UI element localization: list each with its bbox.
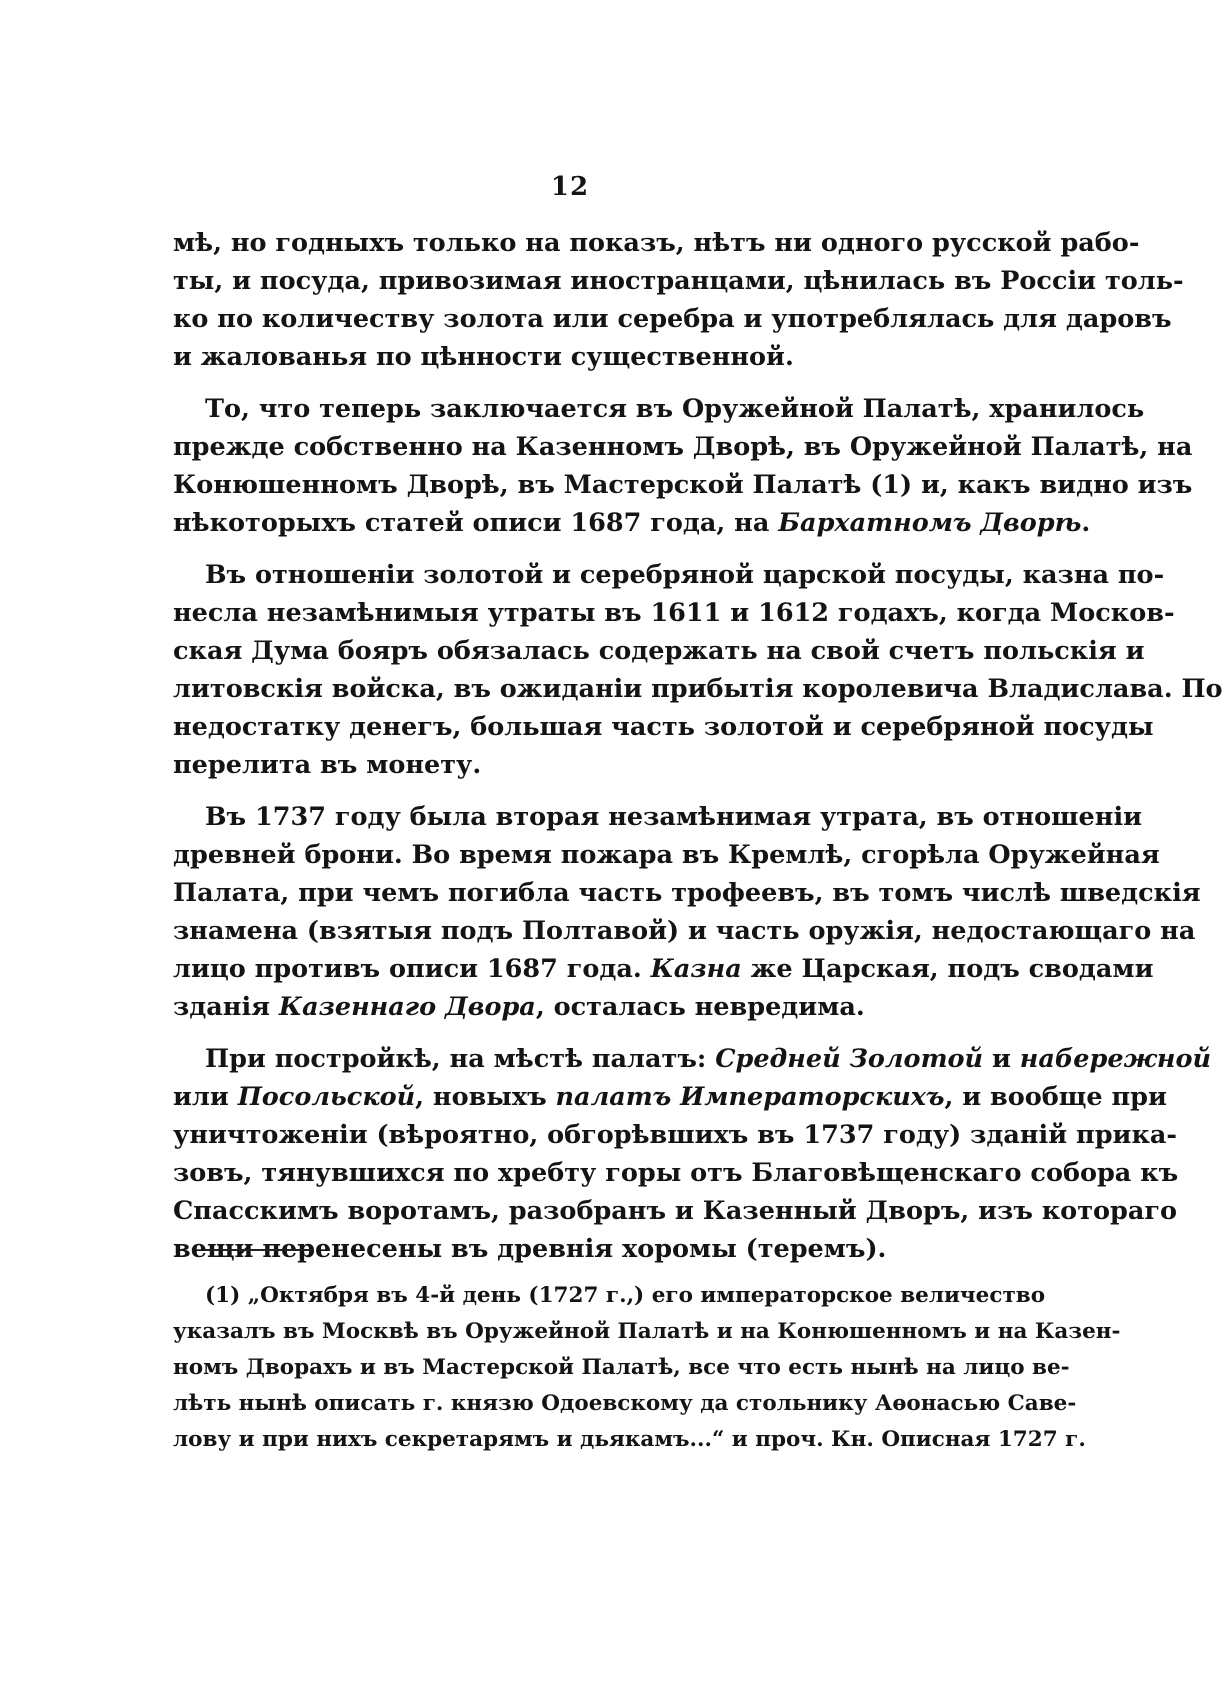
text-line — [173, 1040, 1212, 1078]
footnote-line — [173, 1422, 1086, 1458]
footnote — [173, 1278, 1121, 1458]
text-segment: лову и при нихъ секретарямъ и дьякамъ...“ и проч. Кн. Описная 1727 г. — [173, 1427, 1086, 1452]
text-line — [173, 746, 977, 784]
text-line — [173, 836, 1160, 874]
footnote-line — [173, 1350, 1070, 1386]
text-segment: , новыхъ — [415, 1082, 556, 1112]
italic-text: набережной — [1019, 1044, 1212, 1074]
paragraph-1 — [173, 224, 1184, 376]
text-line — [173, 798, 1143, 836]
text-segment: или — [173, 1082, 238, 1112]
footnote-divider — [205, 1249, 313, 1251]
text-line — [173, 670, 1223, 708]
text-segment: . — [1081, 508, 1091, 538]
text-segment: ты, и посуда, привозимая иностранцами, цѣнилась въ Россіи толь- — [173, 266, 1184, 296]
text-segment: перелита въ монету. — [173, 750, 482, 780]
text-segment: знамена (взятыя подъ Полтавой) и часть оружія, недостающаго на — [173, 916, 1196, 946]
text-segment: лѣть нынѣ описать г. князю Одоевскому да стольнику Аѳонасью Саве- — [173, 1391, 1077, 1416]
text-line — [173, 300, 1172, 338]
paragraph-3 — [173, 556, 1223, 784]
paragraph-4 — [173, 798, 1201, 1026]
text-segment: Въ 1737 году была вторая незамѣнимая утрата, въ отношеніи — [205, 802, 1143, 832]
text-line — [173, 912, 1196, 950]
text-segment: (1) „Октября въ 4-й день (1727 г.,) его императорское величество — [205, 1283, 1046, 1308]
text-segment: недостатку денегъ, большая часть золотой и серебряной посуды — [173, 712, 1154, 742]
text-segment: древней брони. Во время пожара въ Кремлѣ, сгорѣла Оружейная — [173, 840, 1160, 870]
text-line — [173, 224, 1140, 262]
text-segment: номъ Дворахъ и въ Мастерской Палатѣ, все что есть нынѣ на лицо ве- — [173, 1355, 1070, 1380]
text-segment: Палата, при чемъ погибла часть трофеевъ, въ томъ числѣ шведскія — [173, 878, 1201, 908]
text-segment: Конюшенномъ Дворѣ, въ Мастерской Палатѣ (1) и, какъ видно изъ — [173, 470, 1193, 500]
text-line — [173, 504, 1091, 542]
italic-text: Бархатномъ Дворѣ — [778, 508, 1082, 538]
italic-text: палатъ Императорскихъ — [555, 1082, 945, 1112]
italic-text: Средней Золотой — [715, 1044, 984, 1074]
paragraph-2 — [173, 390, 1193, 542]
text-segment: вещи перенесены въ древнія хоромы (теремъ). — [173, 1234, 887, 1264]
text-line — [173, 988, 977, 1026]
text-segment: лицо противъ описи 1687 года. — [173, 954, 651, 984]
text-line — [173, 1192, 1177, 1230]
text-line — [173, 428, 1193, 466]
text-line — [173, 1116, 1177, 1154]
text-segment: и жалованья по цѣнности существенной. — [173, 342, 794, 372]
text-segment: Въ отношеніи золотой и серебряной царской посуды, казна по- — [205, 560, 1165, 590]
text-line — [173, 874, 1201, 912]
text-segment: и — [983, 1044, 1020, 1074]
text-line — [173, 338, 977, 376]
italic-text: Казна — [650, 954, 742, 984]
paragraph-5 — [173, 1040, 1212, 1268]
text-line — [173, 1078, 1167, 1116]
text-line — [173, 466, 1193, 504]
text-segment: зовъ, тянувшихся по хребту горы отъ Благовѣщенскаго собора къ — [173, 1158, 1179, 1188]
italic-text: Казеннаго Двора — [278, 992, 536, 1022]
text-segment: Спасскимъ воротамъ, разобранъ и Казенный Дворъ, изъ котораго — [173, 1196, 1177, 1226]
text-segment: При постройкѣ, на мѣстѣ палатъ: — [205, 1044, 716, 1074]
text-line — [173, 950, 1154, 988]
page-number: 12 — [550, 172, 590, 202]
footnote-line — [173, 1314, 1121, 1350]
text-segment: литовскія войска, въ ожиданіи прибытія королевича Владислава. По — [173, 674, 1223, 704]
text-line — [173, 390, 1145, 428]
text-segment: же Царская, подъ сводами — [741, 954, 1154, 984]
text-line — [173, 262, 1184, 300]
text-segment: уничтоженіи (вѣроятно, обгорѣвшихъ въ 1737 году) зданій прика- — [173, 1120, 1177, 1150]
footnote-line — [173, 1386, 1077, 1422]
text-segment: прежде собственно на Казенномъ Дворѣ, въ Оружейной Палатѣ, на — [173, 432, 1193, 462]
text-line — [173, 556, 1165, 594]
text-segment: несла незамѣнимыя утраты въ 1611 и 1612 годахъ, когда Москов- — [173, 598, 1175, 628]
text-line — [173, 1154, 1179, 1192]
text-segment: , осталась невредима. — [535, 992, 865, 1022]
text-segment: мѣ, но годныхъ только на показъ, нѣтъ ни одного русской рабо- — [173, 228, 1140, 258]
italic-text: Посольской — [237, 1082, 416, 1112]
footnote-line — [173, 1278, 1046, 1314]
text-segment: зданія — [173, 992, 279, 1022]
text-segment: ко по количеству золота или серебра и употреблялась для даровъ — [173, 304, 1172, 334]
text-segment: указалъ въ Москвѣ въ Оружейной Палатѣ и на Конюшенномъ и на Казен- — [173, 1319, 1121, 1344]
text-segment: нѣкоторыхъ статей описи 1687 года, на — [173, 508, 779, 538]
main-text — [173, 224, 1223, 1268]
text-segment: , и вообще при — [944, 1082, 1167, 1112]
text-line — [173, 594, 1175, 632]
text-segment: ская Дума бояръ обязалась содержать на свой счетъ польскія и — [173, 636, 1145, 666]
text-line — [173, 708, 1154, 746]
text-line — [173, 632, 1145, 670]
text-segment: То, что теперь заключается въ Оружейной Палатѣ, хранилось — [205, 394, 1145, 424]
